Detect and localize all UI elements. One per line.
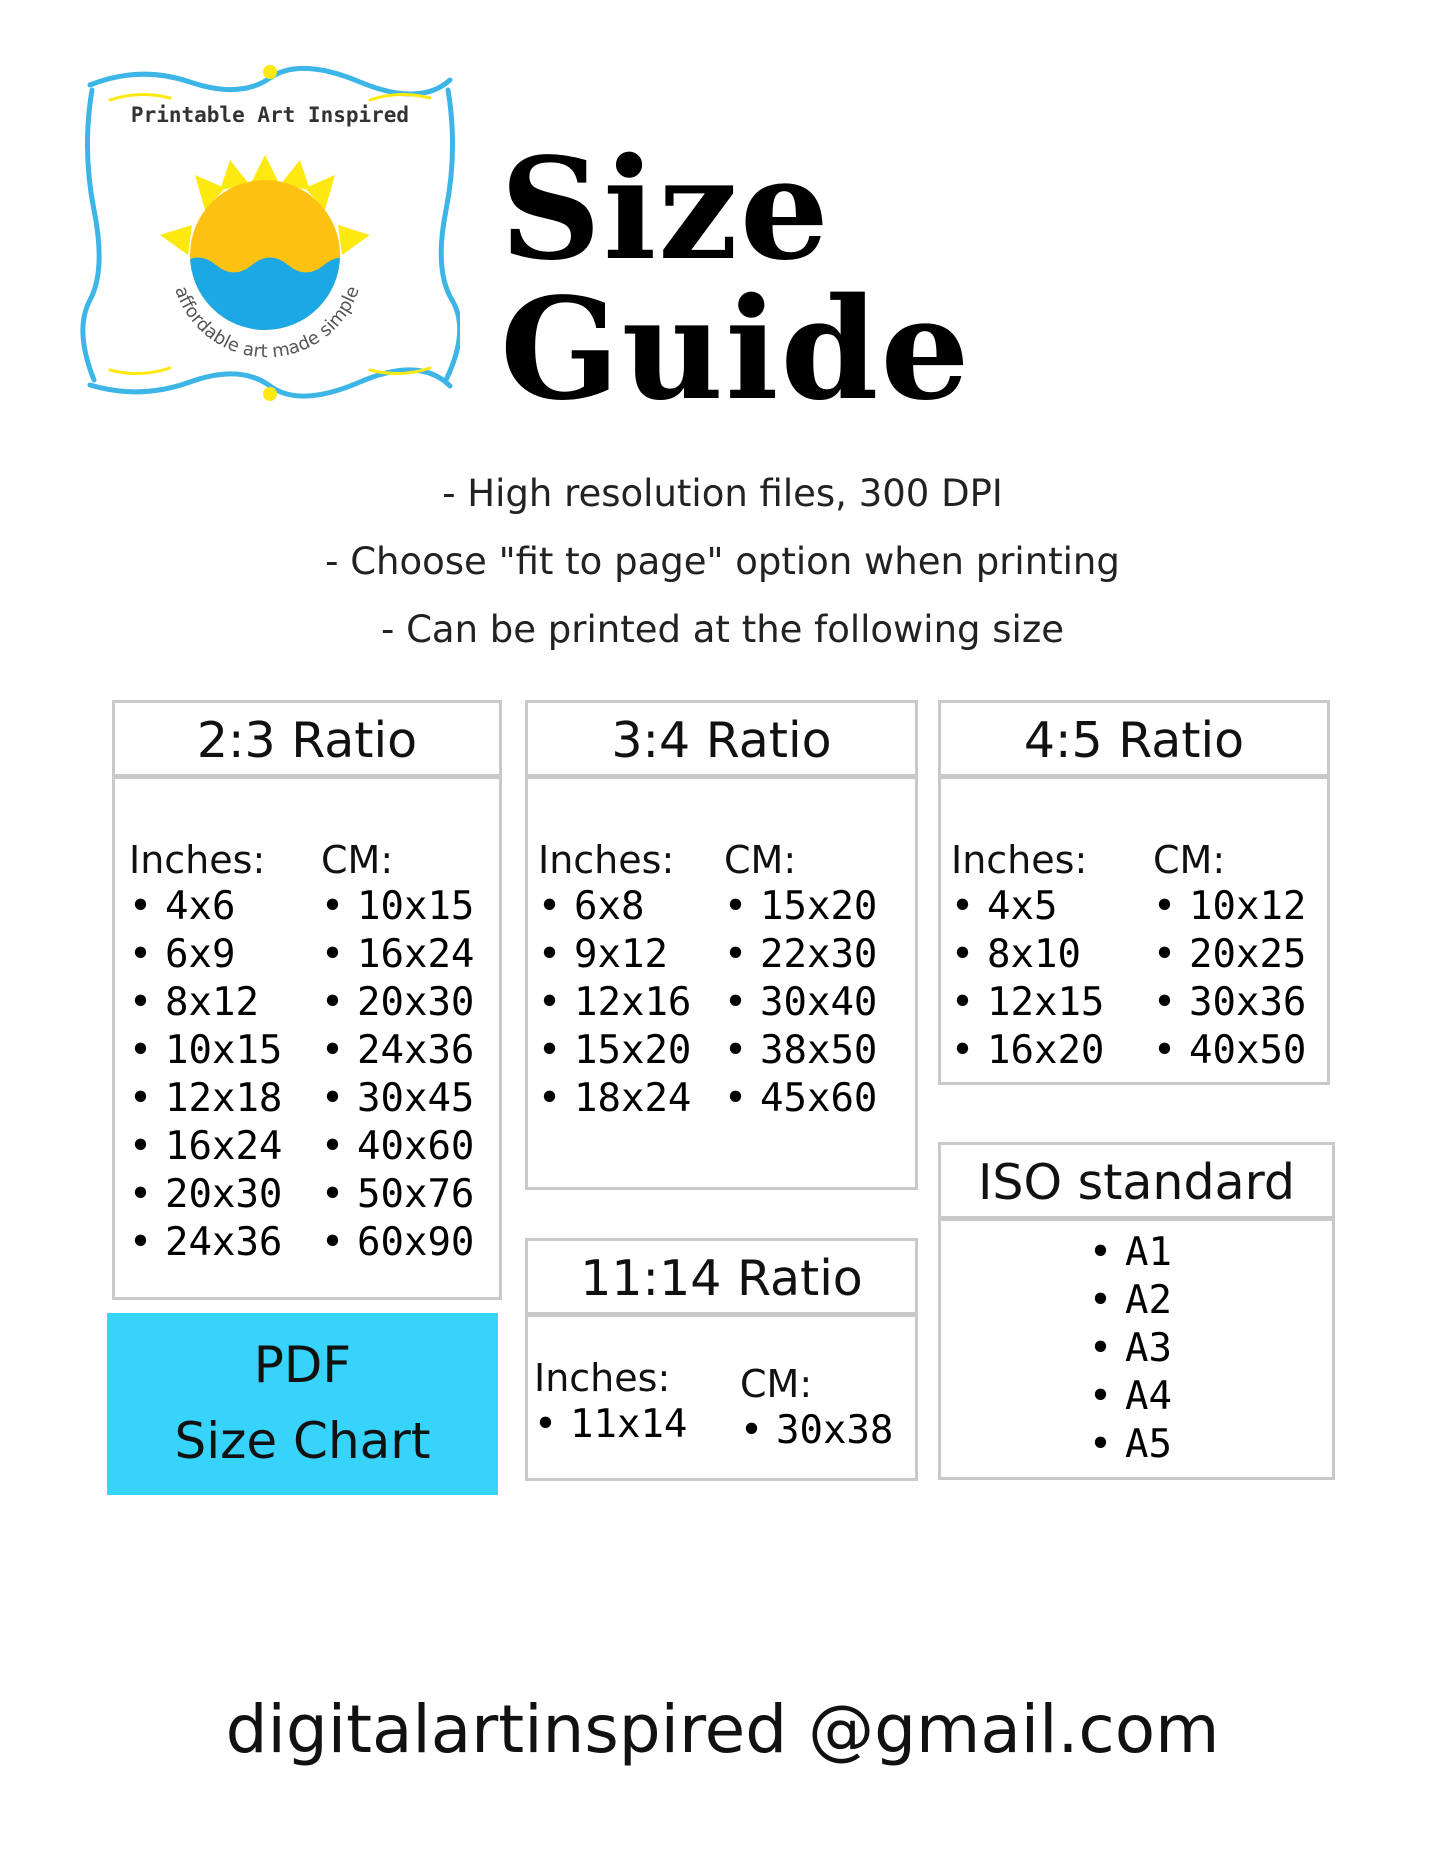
iso-column	[1089, 1229, 1172, 1469]
inches-list	[951, 883, 1104, 1075]
list-item: • 6x9	[129, 931, 282, 979]
list-item: • 60x90	[321, 1219, 474, 1267]
cm-column	[1153, 837, 1306, 1075]
cm-label: CM:	[740, 1362, 813, 1406]
cm-label: CM:	[724, 838, 797, 882]
inches-label: Inches:	[538, 838, 675, 882]
inches-list	[129, 883, 282, 1267]
cm-column	[724, 837, 877, 1123]
cm-column	[321, 837, 474, 1267]
list-item: • 16x24	[129, 1123, 282, 1171]
ratio-title: 4:5 Ratio	[941, 703, 1327, 779]
list-item: • 40x50	[1153, 1027, 1306, 1075]
list-item: • 50x76	[321, 1171, 474, 1219]
list-item: • A5	[1089, 1421, 1172, 1469]
list-item: • 11x14	[534, 1401, 687, 1449]
iso-standard-box	[938, 1142, 1335, 1480]
list-item: • 10x15	[321, 883, 474, 931]
cm-list	[321, 883, 474, 1267]
ratio-2-3-box	[112, 700, 502, 1300]
list-item: • 12x18	[129, 1075, 282, 1123]
list-item: • 40x60	[321, 1123, 474, 1171]
note-fit-to-page: - Choose "fit to page" option when printing	[325, 540, 1120, 583]
list-item: • 16x24	[321, 931, 474, 979]
list-item: • 24x36	[129, 1219, 282, 1267]
svg-text:Printable Art Inspired: Printable Art Inspired	[130, 103, 410, 127]
inches-column	[538, 837, 691, 1123]
list-item: • 30x45	[321, 1075, 474, 1123]
list-item: • 15x20	[538, 1027, 691, 1075]
inches-column	[534, 1355, 687, 1449]
list-item: • A1	[1089, 1229, 1172, 1277]
inches-label: Inches:	[129, 838, 266, 882]
pdf-size-chart-button[interactable]	[107, 1313, 498, 1495]
list-item: • A4	[1089, 1373, 1172, 1421]
list-item: • 22x30	[724, 931, 877, 979]
list-item: • 10x12	[1153, 883, 1306, 931]
list-item: • 8x10	[951, 931, 1104, 979]
ratio-title: 11:14 Ratio	[528, 1241, 915, 1317]
list-item: • 18x24	[538, 1075, 691, 1123]
cm-list	[724, 883, 877, 1123]
contact-email: digitalartinspired @gmail.com	[225, 1691, 1220, 1768]
iso-list	[1089, 1229, 1172, 1469]
cm-label: CM:	[321, 838, 394, 882]
list-item: • 12x15	[951, 979, 1104, 1027]
list-item: • 8x12	[129, 979, 282, 1027]
list-item: • 20x30	[129, 1171, 282, 1219]
note-resolution: - High resolution files, 300 DPI	[442, 472, 1003, 515]
cm-column	[740, 1361, 893, 1455]
inches-label: Inches:	[951, 838, 1088, 882]
note-print-sizes: - Can be printed at the following size	[380, 608, 1065, 651]
inches-list	[534, 1401, 687, 1449]
list-item: • 4x5	[951, 883, 1104, 931]
iso-title: ISO standard	[941, 1145, 1332, 1221]
pdf-button-line1: PDF	[253, 1336, 352, 1394]
inches-column	[951, 837, 1104, 1075]
inches-column	[129, 837, 282, 1267]
brand-logo	[80, 60, 460, 405]
ratio-11-14-box	[525, 1238, 918, 1481]
list-item: • A2	[1089, 1277, 1172, 1325]
list-item: • 10x15	[129, 1027, 282, 1075]
list-item: • 30x38	[740, 1407, 893, 1455]
ratio-title: 2:3 Ratio	[115, 703, 499, 779]
list-item: • 16x20	[951, 1027, 1104, 1075]
pdf-button-line2: Size Chart	[174, 1412, 431, 1470]
notes	[0, 460, 1445, 664]
page-title: Size Guide	[500, 128, 972, 432]
list-item: • 15x20	[724, 883, 877, 931]
cm-list	[1153, 883, 1306, 1075]
cm-list	[740, 1407, 893, 1455]
ratio-title: 3:4 Ratio	[528, 703, 915, 779]
list-item: • 30x40	[724, 979, 877, 1027]
cm-label: CM:	[1153, 838, 1226, 882]
list-item: • 6x8	[538, 883, 691, 931]
list-item: • 20x25	[1153, 931, 1306, 979]
list-item: • A3	[1089, 1325, 1172, 1373]
list-item: • 9x12	[538, 931, 691, 979]
list-item: • 24x36	[321, 1027, 474, 1075]
logo-graphic	[80, 60, 460, 405]
list-item: • 30x36	[1153, 979, 1306, 1027]
ratio-3-4-box	[525, 700, 918, 1190]
ratio-4-5-box	[938, 700, 1330, 1085]
inches-list	[538, 883, 691, 1123]
list-item: • 4x6	[129, 883, 282, 931]
list-item: • 45x60	[724, 1075, 877, 1123]
list-item: • 20x30	[321, 979, 474, 1027]
list-item: • 38x50	[724, 1027, 877, 1075]
inches-label: Inches:	[534, 1356, 671, 1400]
svg-text:affordable art made simple: affordable art made simple	[170, 283, 364, 363]
list-item: • 12x16	[538, 979, 691, 1027]
